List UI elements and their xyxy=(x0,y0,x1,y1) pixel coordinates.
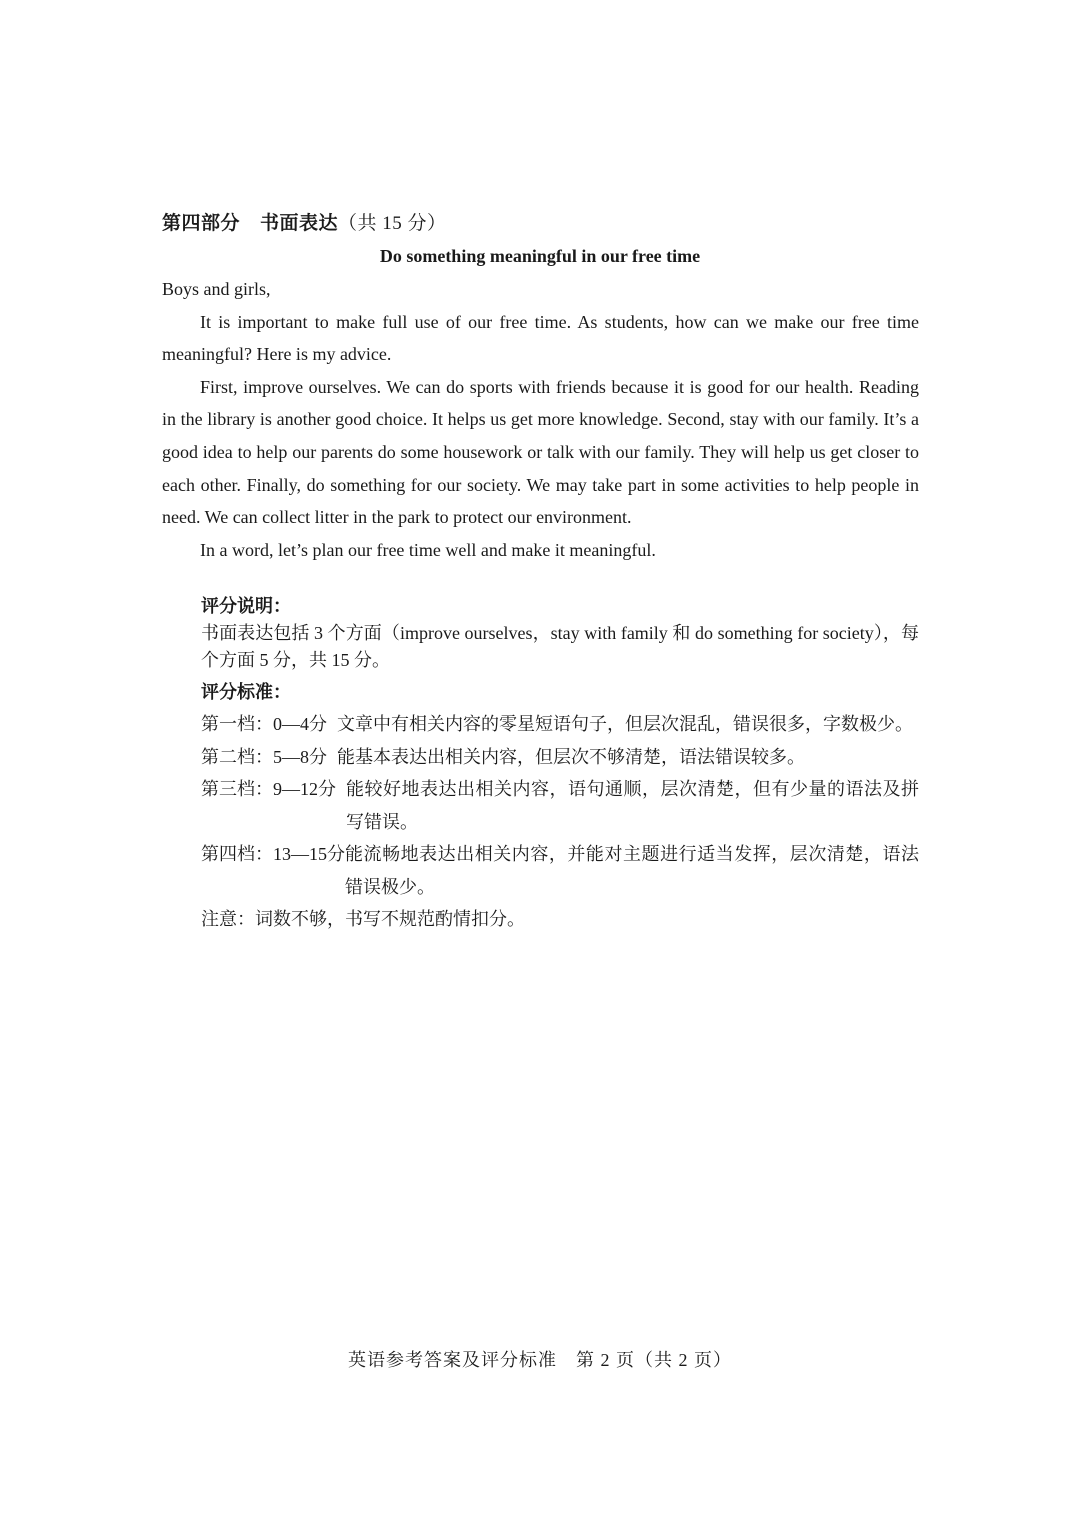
level-name: 第四档： xyxy=(201,844,273,864)
page-footer: 英语参考答案及评分标准 第 2 页（共 2 页） xyxy=(348,1350,732,1370)
essay-paragraph: It is important to make full use of our free time. As students, how can we make our free time meaningful? Here is my advice. xyxy=(162,311,919,365)
level-range: 13—15分 xyxy=(273,844,345,864)
grading-level xyxy=(201,773,919,838)
section-title: 书面表达 xyxy=(260,213,339,234)
section-heading xyxy=(162,208,447,235)
level-range: 5—8分 xyxy=(273,746,327,767)
grading-level xyxy=(201,741,919,774)
section-part: 第四部分 xyxy=(162,213,241,234)
level-range: 0—4分 xyxy=(273,714,327,734)
grading-note: 注意：词数不够，书写不规范酌情扣分。 xyxy=(201,909,525,929)
essay-greeting: Boys and girls, xyxy=(162,279,271,299)
grading-level xyxy=(201,838,919,903)
essay-title: Do something meaningful in our free time xyxy=(379,246,701,266)
level-text: 能基本表达出相关内容，但层次不够清楚，语法错误较多。 xyxy=(337,746,805,767)
level-body xyxy=(273,773,919,838)
grading-section xyxy=(201,592,919,936)
grading-standard-label: 评分标准： xyxy=(201,682,291,702)
essay-paragraph: In a word, let’s plan our free time well and make it meaningful. xyxy=(200,539,656,560)
level-name: 第三档： xyxy=(201,779,273,799)
essay-paragraph: First, improve ourselves. We can do sports with friends because it is good for our health. Reading in the library is another good choice. It helps us get more knowledge. Second, stay with our family. It’s a good idea to help our parents do some housework or talk with our family. They will help us get closer to each other. Finally, do something for our society. We may take part in some activities to help people in need. We can collect litter in the park to protect our environment. xyxy=(162,376,919,528)
section-points: （共 15 分） xyxy=(338,213,447,234)
level-name: 第一档： xyxy=(201,714,273,734)
grading-explanation-label: 评分说明： xyxy=(201,596,291,616)
grading-explanation-text: 书面表达包括 3 个方面（improve ourselves，stay with family 和 do something for society），每个方面 5 分，共 15 分。 xyxy=(201,623,919,670)
model-essay xyxy=(162,273,919,566)
level-text: 能较好地表达出相关内容，语句通顺，层次清楚，但有少量的语法及拼写错误。 xyxy=(346,779,919,832)
level-body xyxy=(273,838,919,903)
level-range: 9—12分 xyxy=(273,779,336,799)
level-text: 能流畅地表达出相关内容，并能对主题进行适当发挥，层次清楚，语法错误极少。 xyxy=(345,844,919,897)
grading-level xyxy=(201,708,919,741)
level-text: 文章中有相关内容的零星短语句子，但层次混乱，错误很多，字数极少。 xyxy=(337,714,913,734)
level-name: 第二档： xyxy=(201,746,273,767)
